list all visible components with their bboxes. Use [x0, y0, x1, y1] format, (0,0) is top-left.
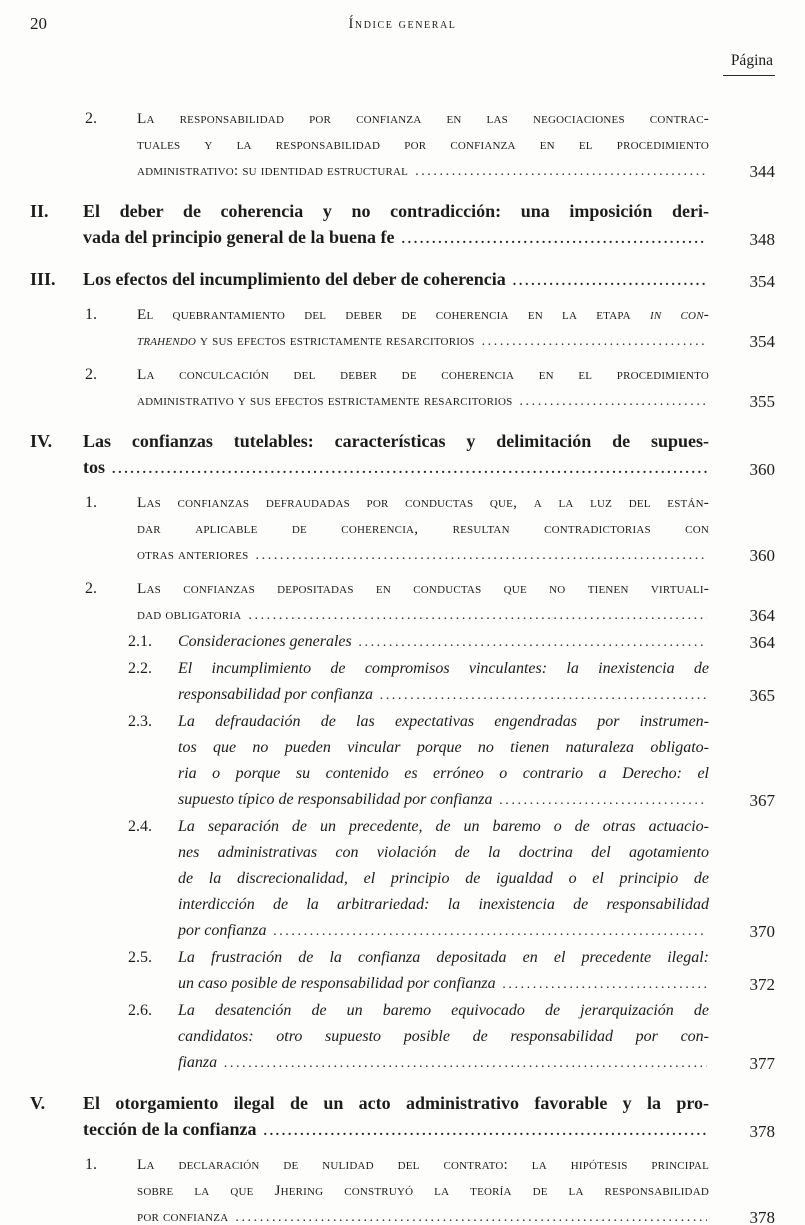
entry-text-line [178, 1050, 709, 1077]
folio-number: 20 [30, 14, 47, 33]
entry-number: 2.6. [128, 1002, 152, 1019]
entry-text-runs [137, 1182, 709, 1199]
entry-number: 2.3. [128, 713, 152, 730]
text-run: responsabilidad por confianza [178, 686, 373, 703]
entry-text-line [137, 328, 709, 355]
entry-text-runs [178, 844, 709, 861]
text-run: tección de la confianza [83, 1119, 257, 1139]
entry-text-runs [178, 765, 709, 782]
entry-text-line [178, 1024, 709, 1050]
text-run: administrativo y sus efectos estrictamente resarcitorios [137, 392, 513, 409]
entry-text-line [178, 735, 709, 761]
dot-leader [235, 1204, 707, 1225]
text-run: La responsabilidad por confianza en las negociaciones contrac- [137, 110, 709, 127]
entry-text-runs [137, 1204, 228, 1225]
page-header [30, 14, 775, 38]
entry-text [178, 998, 717, 1077]
entry-text-runs [137, 328, 475, 354]
toc-entry [85, 576, 775, 629]
dot-leader [513, 266, 707, 295]
entry-text [83, 266, 717, 295]
entry-text-line [178, 866, 709, 892]
text-run: por confianza [137, 1208, 229, 1225]
toc-entry [85, 362, 775, 415]
text-run: tos que no pueden vincular porque no tienen naturaleza obligato- [178, 739, 709, 756]
dot-leader [273, 918, 707, 945]
entry-page-number: 365 [749, 686, 775, 705]
entry-text-runs [178, 713, 709, 730]
entry-text-line [137, 490, 709, 516]
text-run: La defraudación de las expectativas engendradas por instrumen- [178, 713, 709, 730]
text-run: tuales y la responsabilidad por confianza en el procedimiento [137, 136, 709, 153]
entry-text-line [83, 198, 709, 224]
entry-text-runs [178, 918, 266, 944]
dot-leader [503, 971, 707, 998]
text-run: La separación de un precedente, de un baremo o de otras actuacio- [178, 818, 709, 835]
text-run: dad obligatoria [137, 606, 242, 623]
dot-leader [380, 682, 707, 709]
entry-text-line [83, 224, 709, 253]
dot-leader [256, 542, 707, 569]
entry-text [83, 1090, 717, 1145]
entry-number: 2.2. [128, 660, 152, 677]
text-run: El incumplimiento de compromisos vinculantes: la inexistencia de [178, 660, 709, 677]
entry-number: 2. [85, 110, 97, 127]
entry-page-number: 370 [749, 922, 775, 941]
entry-page-number: 354 [749, 272, 775, 291]
entry-text-runs [178, 896, 709, 913]
text-run: El otorgamiento ilegal de un acto administrativo favorable y la pro- [83, 1093, 709, 1113]
entry-text-runs [83, 201, 709, 221]
entry-page-number: 360 [749, 460, 775, 479]
text-run: candidatos: otro supuesto posible de responsabilidad por con- [178, 1028, 709, 1045]
entry-text-runs [178, 971, 496, 997]
entry-text-runs [178, 682, 373, 708]
entry-number: 1. [85, 306, 97, 323]
entry-text [178, 656, 717, 709]
entry-text-line [137, 1204, 709, 1225]
entry-text-runs [178, 1028, 709, 1045]
text-run: El quebrantamiento del deber de coherencia en la etapa [137, 306, 650, 323]
text-run: un caso posible de responsabilidad por confianza [178, 975, 496, 992]
entry-text-line [178, 840, 709, 866]
entry-text [137, 362, 717, 415]
entry-text-runs [137, 520, 709, 537]
entry-text-line [137, 602, 709, 629]
text-run: dar aplicable de coherencia, resultan contradictorias con [137, 520, 709, 537]
entry-text-line [83, 454, 709, 483]
entry-page-number: 378 [749, 1122, 775, 1141]
toc-entry [85, 302, 775, 355]
entry-page-number: 378 [749, 1208, 775, 1225]
entry-number: IV. [30, 431, 53, 451]
entry-text-line [178, 709, 709, 735]
entry-text-line [137, 1152, 709, 1178]
text-run: Las confianzas tutelables: características y delimitación de supues- [83, 431, 709, 451]
entry-text-line [137, 106, 709, 132]
entry-text-runs [178, 787, 493, 813]
entry-text-line [83, 266, 709, 295]
text-run: fianza [178, 1054, 218, 1071]
entry-text-line [137, 542, 709, 569]
dot-leader [519, 388, 707, 415]
text-run: por confianza [178, 922, 267, 939]
italic-run: trahendo [137, 332, 197, 349]
text-run: interdicción de la arbitrariedad: la inexistencia de responsabilidad [178, 896, 709, 913]
entry-text [137, 1152, 717, 1225]
toc-entry [128, 998, 775, 1077]
entry-page-number: 364 [749, 606, 775, 625]
entry-text-line [178, 892, 709, 918]
entry-number: 2. [85, 580, 97, 597]
entry-page-number: 355 [749, 392, 775, 411]
text-run: nes administrativas con violación de la doctrina del agotamiento [178, 844, 709, 861]
text-run: de la discrecionalidad, el principio de igualdad o el principio de [178, 870, 709, 887]
entry-page-number: 372 [749, 975, 775, 994]
entry-text-runs [178, 660, 709, 677]
entry-text-line [178, 998, 709, 1024]
entry-text [137, 576, 717, 629]
entry-number: 2.5. [128, 949, 152, 966]
toc-entry [30, 266, 775, 295]
entry-number: 1. [85, 494, 97, 511]
entry-number: 1. [85, 1156, 97, 1173]
entry-page-number: 377 [749, 1054, 775, 1073]
toc-entry [128, 629, 775, 656]
toc-entry [128, 945, 775, 998]
entry-number: V. [30, 1093, 46, 1113]
entry-text-line [83, 1090, 709, 1116]
toc-entry [128, 814, 775, 945]
entry-text-line [83, 1116, 709, 1145]
entry-text-line [137, 576, 709, 602]
entry-text-line [137, 302, 709, 328]
entry-text-line [137, 362, 709, 388]
entry-page-number: 360 [749, 546, 775, 565]
entry-text [178, 814, 717, 945]
entry-text-runs [178, 949, 709, 966]
text-run: vada del principio general de la buena fe [83, 227, 395, 247]
column-heading-pagina: Página [723, 52, 775, 76]
dot-leader [482, 328, 707, 355]
entry-text-runs [137, 580, 709, 597]
entry-text-line [178, 682, 709, 709]
entry-text-runs [137, 494, 709, 511]
entry-page-number: 348 [749, 230, 775, 249]
dot-leader [248, 602, 707, 629]
entry-text-runs [178, 629, 352, 655]
entry-text-runs [137, 136, 709, 153]
text-run: otras anteriores [137, 546, 249, 563]
entry-text-line [178, 629, 709, 656]
entry-text-runs [83, 266, 506, 292]
entry-page-number: 364 [749, 633, 775, 652]
entry-text [83, 428, 717, 483]
entry-text-runs [137, 158, 408, 184]
entry-text-line [178, 945, 709, 971]
entry-text-runs [83, 454, 105, 480]
text-run: Consideraciones generales [178, 633, 352, 650]
entry-text-line [83, 428, 709, 454]
entry-number: 2.1. [128, 633, 152, 650]
entry-text [178, 629, 717, 656]
dot-leader [359, 629, 707, 656]
entry-text-line [178, 761, 709, 787]
entry-number: III. [30, 269, 56, 289]
entry-text-runs [137, 602, 241, 628]
entry-text-runs [137, 1156, 709, 1173]
running-title: Índice general [348, 16, 457, 32]
entry-text [178, 945, 717, 998]
entry-text-runs [137, 306, 709, 323]
entry-text [83, 198, 717, 253]
entry-text-runs [137, 542, 249, 568]
toc-entry [30, 428, 775, 483]
toc-entry [128, 709, 775, 814]
text-run: El deber de coherencia y no contradicción: una imposición deri- [83, 201, 709, 221]
text-run: La desatención de un baremo equivocado de jerarquización de [178, 1002, 709, 1019]
entry-text-runs [83, 1093, 709, 1113]
entry-number: II. [30, 201, 49, 221]
entry-text-line [137, 1178, 709, 1204]
entry-text [137, 302, 717, 355]
text-run: Las confianzas defraudadas por conductas que, a la luz del están- [137, 494, 709, 511]
dot-leader [224, 1050, 707, 1077]
entry-text-line [137, 158, 709, 185]
toc-entry [85, 490, 775, 569]
entry-text-line [178, 918, 709, 945]
entry-text-runs [137, 388, 512, 414]
entry-page-number: 344 [749, 162, 775, 181]
entry-text [178, 709, 717, 814]
text-run: administrativo: su identidad estructural [137, 162, 409, 179]
entry-text-line [137, 388, 709, 415]
entry-text-runs [178, 818, 709, 835]
dot-leader [263, 1116, 707, 1145]
text-run: tos [83, 457, 105, 477]
entry-text-runs [178, 1050, 217, 1076]
dot-leader [112, 454, 707, 483]
entry-text-runs [178, 870, 709, 887]
entry-number: 2. [85, 366, 97, 383]
toc-list [30, 106, 775, 1225]
entry-text-runs [137, 366, 709, 383]
toc-entry [30, 198, 775, 253]
text-run: Los efectos del incumplimiento del deber de coherencia [83, 269, 506, 289]
text-run: ria o porque su contenido es erróneo o contrario a Derecho: el [178, 765, 709, 782]
entry-text-line [178, 814, 709, 840]
text-run: supuesto típico de responsabilidad por confianza [178, 791, 493, 808]
entry-text [137, 106, 717, 185]
entry-text-runs [178, 739, 709, 756]
text-run: La conculcación del deber de coherencia en el procedimiento [137, 366, 709, 383]
toc-entry [85, 1152, 775, 1225]
dot-leader [500, 787, 707, 814]
toc-entry [30, 1090, 775, 1145]
entry-page-number: 354 [749, 332, 775, 351]
entry-text-line [137, 132, 709, 158]
text-run: La frustración de la confianza depositada en el precedente ilegal: [178, 949, 709, 966]
text-run: y sus efectos estrictamente resarcitorios [196, 332, 475, 349]
entry-text-line [178, 971, 709, 998]
entry-text-runs [137, 110, 709, 127]
entry-text-runs [83, 1116, 256, 1142]
toc-entry [128, 656, 775, 709]
column-heading-row [30, 52, 775, 76]
italic-run: in con- [649, 306, 709, 323]
entry-text-runs [83, 224, 395, 250]
entry-text-line [178, 656, 709, 682]
toc-entry [85, 106, 775, 185]
dot-leader [402, 224, 707, 253]
text-run: Las confianzas depositadas en conductas que no tienen virtuali- [137, 580, 709, 597]
entry-number: 2.4. [128, 818, 152, 835]
entry-text-runs [178, 1002, 709, 1019]
text-run: sobre la que Jhering construyó la teoría de la responsabilidad [137, 1182, 709, 1199]
entry-text [137, 490, 717, 569]
entry-text-line [137, 516, 709, 542]
text-run: La declaración de nulidad del contrato: la hipótesis principal [137, 1156, 709, 1173]
entry-page-number: 367 [749, 791, 775, 810]
dot-leader [415, 158, 707, 185]
entry-text-runs [83, 431, 709, 451]
entry-text-line [178, 787, 709, 814]
